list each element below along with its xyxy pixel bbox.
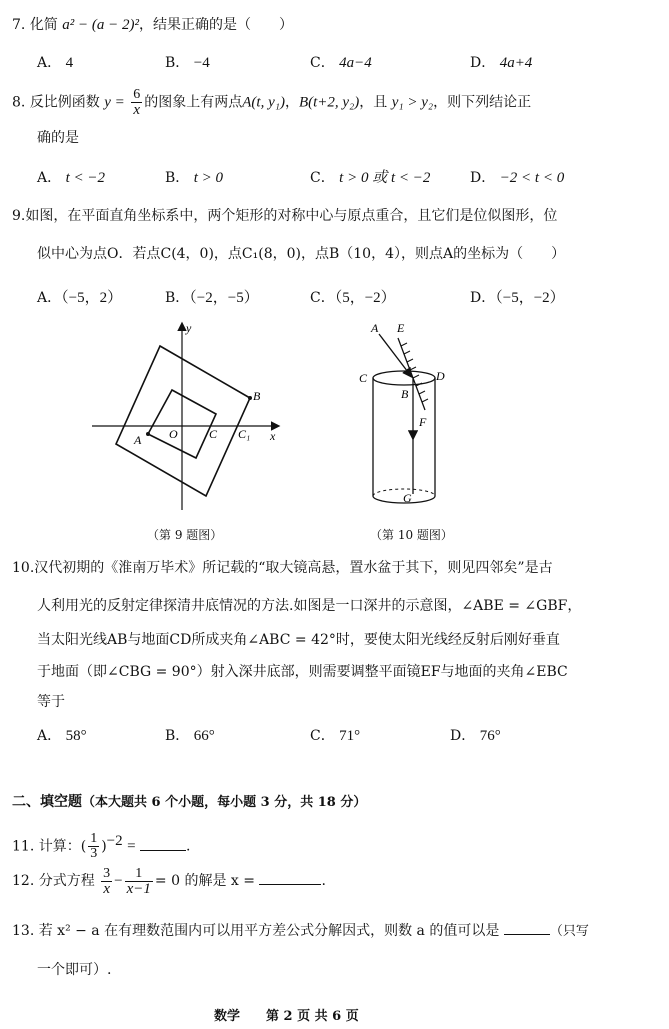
q10-caption: （第 10 题图）	[370, 528, 453, 542]
well-top	[373, 371, 435, 385]
q10-figure	[355, 318, 455, 514]
q10-stem-line3: 当太阳光线AB与地面CD所成夹角∠ABC = 42°时，要使太阳光线经反射后刚好垂直	[37, 632, 560, 648]
label-o: O	[169, 427, 178, 441]
label-y: y	[186, 321, 192, 335]
q7-option-a[interactable]: A． 4	[37, 55, 74, 71]
q9-stem-line2: 似中心为点O．若点C(4，0)，点C₁(8，0)，点B（10，4），则点A的坐标为（ ）	[37, 246, 566, 262]
label-e: E	[397, 321, 405, 335]
page-footer: 数学 第 2 页 共 6 页	[214, 1009, 359, 1024]
outer-rectangle	[116, 346, 250, 496]
q10-stem-line4: 于地面（即∠CBG = 90°）射入深井底部，则需要调整平面镜EF与地面的夹角∠EBC	[37, 664, 568, 680]
label-b: B	[253, 389, 261, 403]
q7-option-c[interactable]: C． 4a−4	[310, 55, 372, 71]
section-2-note: （本大题共 6 个小题，每小题 3 分，共 18 分）	[82, 795, 367, 810]
q8-option-d[interactable]: D． −2 < t < 0	[470, 170, 565, 186]
q9-option-c[interactable]: C．（5，−2）	[310, 290, 396, 306]
label-c: C	[209, 427, 218, 441]
section-2-title: 二、填空题	[12, 794, 82, 810]
q9-option-d[interactable]: D．（−5，−2）	[470, 290, 565, 306]
q8-option-c[interactable]: C． t > 0 或 t < −2	[310, 170, 431, 186]
q10-option-b[interactable]: B． 66°	[165, 728, 215, 744]
point-a	[146, 432, 150, 436]
q8-stem: 8. 反比例函数 y = $\frac{6}{x}$ 的图象上有两点A(t, y₁)，B(t+2, y₂)，且 y₁ > y₂，则下列结论正	[12, 87, 532, 118]
q8-stem-line2: 确的是	[37, 130, 79, 146]
q7-option-d[interactable]: D． 4a+4	[470, 55, 533, 71]
q7-stem: 7. 化简 a² − (a − 2)²，结果正确的是（ ）	[12, 17, 293, 33]
label-x: x	[270, 429, 276, 443]
point-b	[248, 396, 252, 400]
ray-ab	[379, 334, 411, 376]
label-a: A	[371, 321, 379, 335]
q11-stem: 11. 计算：( $\frac{1}{3}$ )$^{-2}$ = .	[12, 831, 191, 862]
q11-answer-blank[interactable]	[140, 836, 186, 851]
q9-stem-line1: 9.如图，在平面直角坐标系中，两个矩形的对称中心与原点重合，且它们是位似图形，位	[12, 208, 558, 224]
q12-stem: 12. 分式方程 $\frac{3}{x}$ − $\frac{1}{x-1}$ = 0 的解是 x = .	[12, 865, 326, 897]
label-g: G	[403, 491, 412, 505]
q13-answer-blank[interactable]	[504, 920, 550, 935]
label-d: D	[436, 369, 445, 383]
q13-stem: 13. 若 x² − a 在有理数范围内可以用平方差公式分解因式，则数 a 的值可以是 （只写	[12, 920, 589, 942]
label-b: B	[401, 387, 409, 401]
q12-answer-blank[interactable]	[259, 870, 321, 885]
q9-figure	[90, 318, 290, 514]
q8-point-b: B(t+2, y₂)	[298, 94, 360, 111]
q8-fraction: $\frac{6}{x}$	[133, 87, 141, 118]
q8-option-a[interactable]: A． t < −2	[37, 170, 105, 186]
q9-option-b[interactable]: B．（−2，−5）	[165, 290, 259, 306]
q7-expression: a² − (a − 2)²	[62, 17, 139, 33]
section-2-heading	[12, 792, 366, 813]
q8-point-a: A(t, y₁)	[242, 94, 285, 111]
q13-stem-line2: 一个即可）.	[37, 962, 112, 978]
q7-number: 7.	[12, 17, 26, 33]
q10-option-d[interactable]: D． 76°	[450, 728, 501, 744]
q9-caption: （第 9 题图）	[147, 528, 223, 542]
q7-option-b[interactable]: B． −4	[165, 55, 210, 71]
label-c: C	[359, 371, 368, 385]
q10-option-a[interactable]: A． 58°	[37, 728, 87, 744]
q9-option-a[interactable]: A．（−5，2）	[37, 290, 123, 306]
q10-option-c[interactable]: C． 71°	[310, 728, 361, 744]
q10-stem-line5: 等于	[37, 694, 65, 710]
label-a: A	[134, 433, 142, 447]
label-f: F	[419, 415, 427, 429]
q8-option-b[interactable]: B． t > 0	[165, 170, 224, 186]
label-c1: C₁	[238, 427, 251, 441]
q10-stem-line2: 人利用光的反射定律探清井底情况的方法.如图是一口深井的示意图，∠ABE = ∠GBF，	[37, 598, 582, 614]
q10-stem-line1: 10.汉代初期的《淮南万毕术》所记载的“取大镜高悬，置水盆于其下，则见四邻矣”是古	[12, 560, 553, 576]
